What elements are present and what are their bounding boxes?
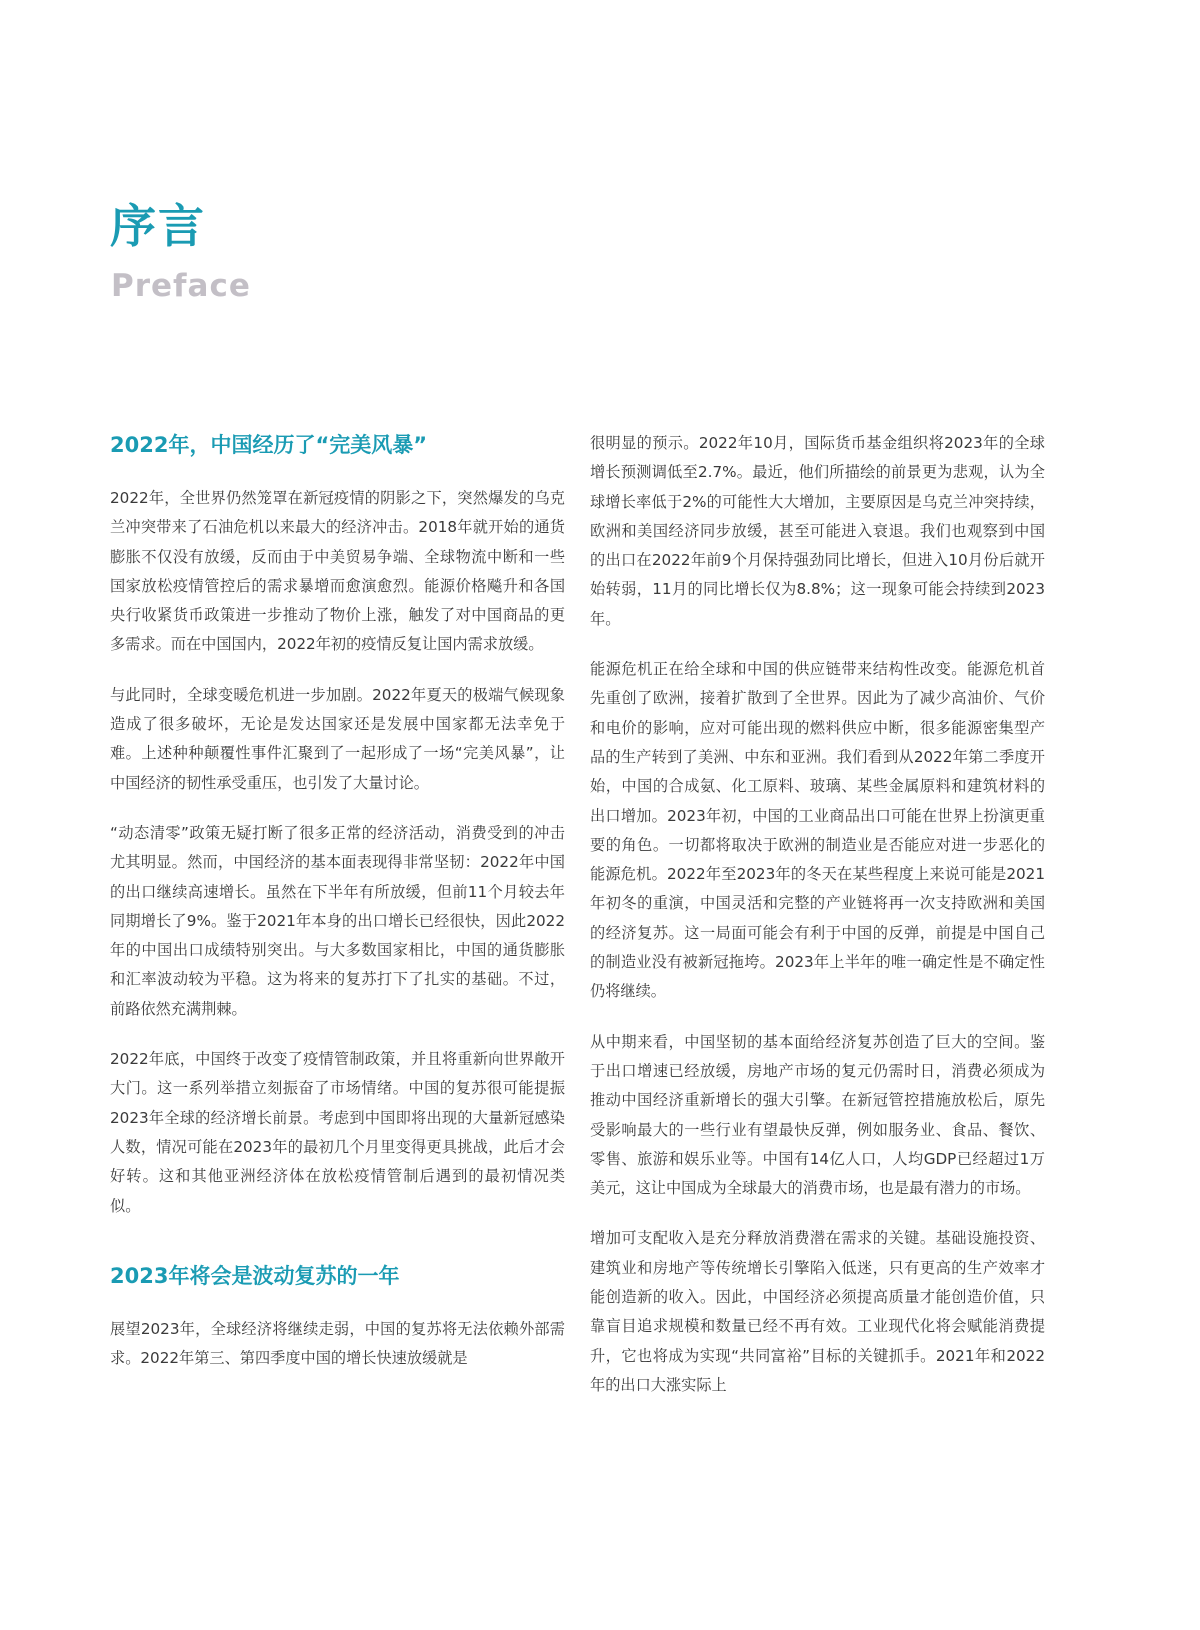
paragraph: 与此同时，全球变暖危机进一步加剧。2022年夏天的极端气候现象造成了很多破坏，无论是发达国家还是发展中国家都无法幸免于难。上述种种颠覆性事件汇聚到了一起形成了一场“完美风暴”，让中国经济的韧性承受重压，也引发了大量讨论。 <box>110 685 565 792</box>
left-column <box>110 428 565 1394</box>
paragraph: 2022年底，中国终于改变了疫情管制政策，并且将重新向世界敞开大门。这一系列举措立刻振奋了市场情绪。中国的复苏很可能提振2023年全球的经济增长前景。考虑到中国即将出现的大量新冠感染人数，情况可能在2023年的最初几个月里变得更具挑战，此后才会好转。这和其他亚洲经济体在放松疫情管制后遇到的最初情况类似。 <box>110 1050 565 1215</box>
paragraph: 从中期来看，中国坚韧的基本面给经济复苏创造了巨大的空间。鉴于出口增速已经放缓，房地产市场的复元仍需时日，消费必须成为推动中国经济重新增长的强大引擎。在新冠管控措施放松后，原先受影响最大的一些行业有望最快反弹，例如服务业、食品、餐饮、零售、旅游和娱乐业等。中国有14亿人口，人均GDP已经超过1万美元，这让中国成为全球最大的消费市场，也是最有潜力的市场。 <box>590 1032 1045 1198</box>
paragraph: 展望2023年，全球经济将继续走弱，中国的复苏将无法依赖外部需求。2022年第三、第四季度中国的增长快速放缓就是 <box>110 1319 565 1368</box>
page-subtitle: Preface <box>111 268 251 304</box>
section-heading-2023: 2023年将会是波动复苏的一年 <box>110 1263 400 1288</box>
paragraph: “动态清零”政策无疑打断了很多正常的经济活动，消费受到的冲击尤其明显。然而，中国经济的基本面表现得非常坚韧：2022年中国的出口继续高速增长。虽然在下半年有所放缓，但前11个月较去年同期增长了9%。鉴于2021年本身的出口增长已经很快，因此2022年的中国出口成绩特别突出。与大多数国家相比，中国的通货膨胀和汇率波动较为平稳。这为将来的复苏打下了扎实的基础。不过，前路依然充满荆棘。 <box>110 823 565 1018</box>
paragraph: 2022年，全世界仍然笼罩在新冠疫情的阴影之下，突然爆发的乌克兰冲突带来了石油危机以来最大的经济冲击。2018年就开始的通货膨胀不仅没有放缓，反而由于中美贸易争端、全球物流中断和一些国家放松疫情管控后的需求暴增而愈演愈烈。能源价格飚升和各国央行收紧货币政策进一步推动了物价上涨，触发了对中国商品的更多需求。而在中国国内，2022年初的疫情反复让国内需求放缓。 <box>110 489 565 654</box>
page-title: 序言 <box>110 199 206 253</box>
paragraph: 增加可支配收入是充分释放消费潜在需求的关键。基础设施投资、建筑业和房地产等传统增长引擎陷入低迷，只有更高的生产效率才能创造新的收入。因此，中国经济必须提高质量才能创造价值，只靠盲目追求规模和数量已经不再有效。工业现代化将会赋能消费提升，它也将成为实现“共同富裕”目标的关键抓手。2021年和2022年的出口大涨实际上 <box>590 1229 1045 1394</box>
right-column <box>590 429 1045 1421</box>
paragraph: 能源危机正在给全球和中国的供应链带来结构性改变。能源危机首先重创了欧洲，接着扩散到了全世界。因此为了减少高油价、气价和电价的影响，应对可能出现的燃料供应中断，很多能源密集型产品的生产转到了美洲、中东和亚洲。我们看到从2022年第二季度开始，中国的合成氨、化工原料、玻璃、某些金属原料和建筑材料的出口增加。2023年初，中国的工业商品出口可能在世界上扮演更重要的角色。一切都将取决于欧洲的制造业是否能应对进一步恶化的能源危机。2022年至2023年的冬天在某些程度上来说可能是2021年初冬的重演，中国灵活和完整的产业链将再一次支持欧洲和美国的经济复苏。这一局面可能会有利于中国的反弹，前提是中国自己的制造业没有被新冠拖垮。2023年上半年的唯一确定性是不确定性仍将继续。 <box>590 660 1045 1001</box>
paragraph: 很明显的预示。2022年10月，国际货币基金组织将2023年的全球增长预测调低至2.7%。最近，他们所描绘的前景更为悲观，认为全球增长率低于2%的可能性大大增加，主要原因是乌克兰冲突持续，欧洲和美国经济同步放缓，甚至可能进入衰退。我们也观察到中国的出口在2022年前9个月保持强劲同比增长，但进入10月份后就开始转弱，11月的同比增长仅为8.8%；这一现象可能会持续到2023年。 <box>590 434 1045 628</box>
section-heading-2022: 2022年，中国经历了“完美风暴” <box>110 433 428 457</box>
